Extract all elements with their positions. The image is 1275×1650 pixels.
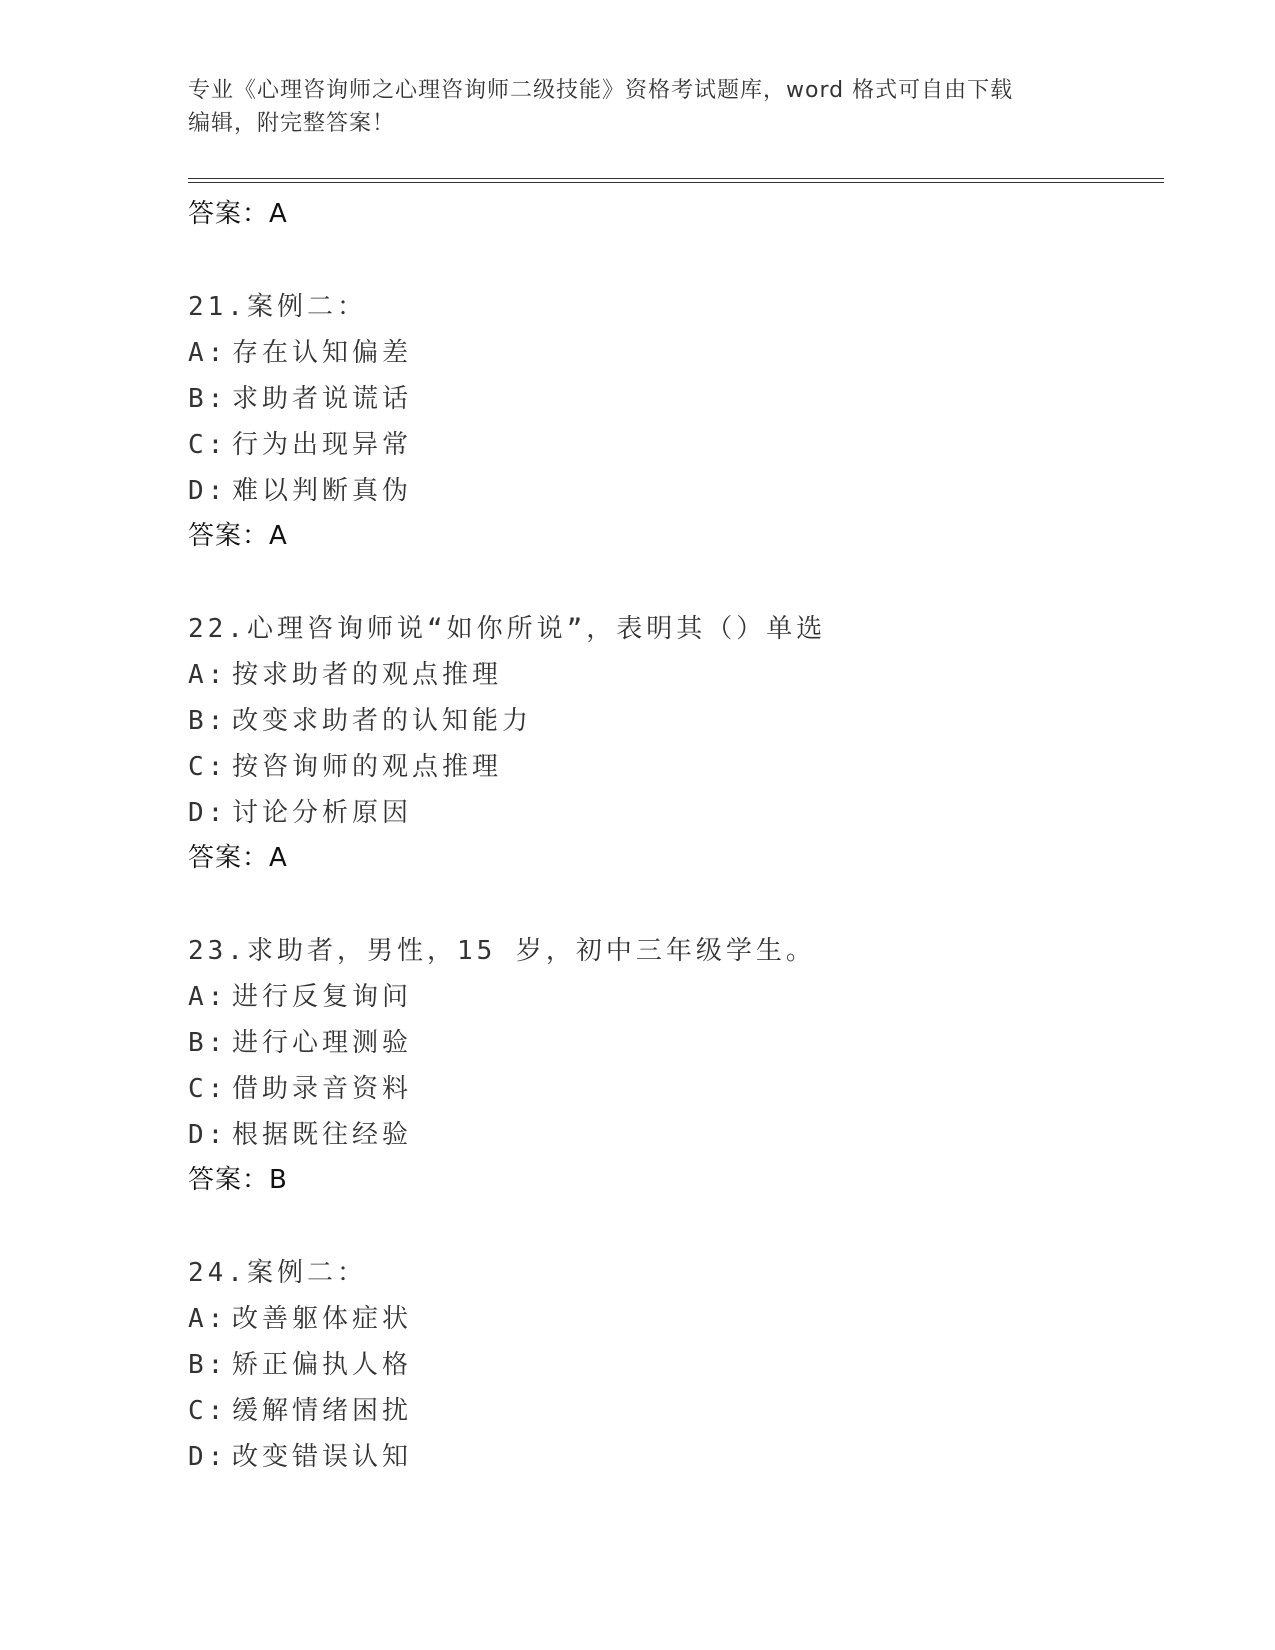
header-divider-bottom (188, 182, 1164, 183)
option-text: 进行反复询问 (232, 982, 413, 1012)
question-24 (188, 1250, 1164, 1480)
option-b (188, 376, 1164, 422)
option-text: 存在认知偏差 (232, 338, 413, 368)
header-divider-top (188, 178, 1164, 179)
document-header (188, 74, 1088, 140)
option-letter: D: (188, 798, 228, 828)
answer-line: 答案：B (188, 1165, 288, 1195)
option-letter: A: (188, 660, 228, 690)
question-title: 24.案例二： (188, 1258, 367, 1288)
option-text: 求助者说谎话 (232, 384, 413, 414)
header-line-2: 编辑，附完整答案！ (188, 111, 396, 136)
option-d (188, 1112, 1164, 1158)
option-text: 改变错误认知 (232, 1442, 413, 1472)
option-d (188, 1434, 1164, 1480)
option-letter: A: (188, 1304, 228, 1334)
option-text: 按求助者的观点推理 (232, 660, 503, 690)
option-letter: C: (188, 1396, 228, 1426)
question-23 (188, 928, 1164, 1203)
option-letter: D: (188, 1120, 228, 1150)
header-line-1: 专业《心理咨询师之心理咨询师二级技能》资格考试题库，word 格式可自由下载 (188, 78, 1014, 103)
question-title: 22.心理咨询师说“如你所说”，表明其（）单选 (188, 614, 827, 644)
option-text: 根据既往经验 (232, 1120, 413, 1150)
option-a (188, 1296, 1164, 1342)
option-letter: A: (188, 338, 228, 368)
question-22 (188, 606, 1164, 881)
option-letter: A: (188, 982, 228, 1012)
option-c (188, 1388, 1164, 1434)
option-letter: B: (188, 1350, 228, 1380)
option-b (188, 698, 1164, 744)
option-text: 行为出现异常 (232, 430, 413, 460)
question-list (188, 192, 1164, 1480)
option-letter: D: (188, 476, 228, 506)
question-title: 23.求助者，男性，15 岁，初中三年级学生。 (188, 936, 816, 966)
option-c (188, 1066, 1164, 1112)
option-text: 改变求助者的认知能力 (232, 706, 533, 736)
option-letter: C: (188, 430, 228, 460)
option-a (188, 974, 1164, 1020)
answer-line: 答案：A (188, 199, 288, 229)
answer-line: 答案：A (188, 521, 288, 551)
option-text: 讨论分析原因 (232, 798, 413, 828)
question-21 (188, 284, 1164, 559)
option-b (188, 1342, 1164, 1388)
option-d (188, 468, 1164, 514)
option-text: 难以判断真伪 (232, 476, 413, 506)
option-text: 进行心理测验 (232, 1028, 413, 1058)
option-text: 改善躯体症状 (232, 1304, 413, 1334)
option-a (188, 330, 1164, 376)
option-a (188, 652, 1164, 698)
option-text: 借助录音资料 (232, 1074, 413, 1104)
question-title: 21.案例二： (188, 292, 367, 322)
option-c (188, 422, 1164, 468)
option-text: 按咨询师的观点推理 (232, 752, 503, 782)
answer-line: 答案：A (188, 843, 288, 873)
option-letter: D: (188, 1442, 228, 1472)
option-letter: C: (188, 752, 228, 782)
option-letter: C: (188, 1074, 228, 1104)
option-text: 矫正偏执人格 (232, 1350, 413, 1380)
option-c (188, 744, 1164, 790)
option-b (188, 1020, 1164, 1066)
option-d (188, 790, 1164, 836)
option-letter: B: (188, 1028, 228, 1058)
option-text: 缓解情绪困扰 (232, 1396, 413, 1426)
option-letter: B: (188, 706, 228, 736)
option-letter: B: (188, 384, 228, 414)
